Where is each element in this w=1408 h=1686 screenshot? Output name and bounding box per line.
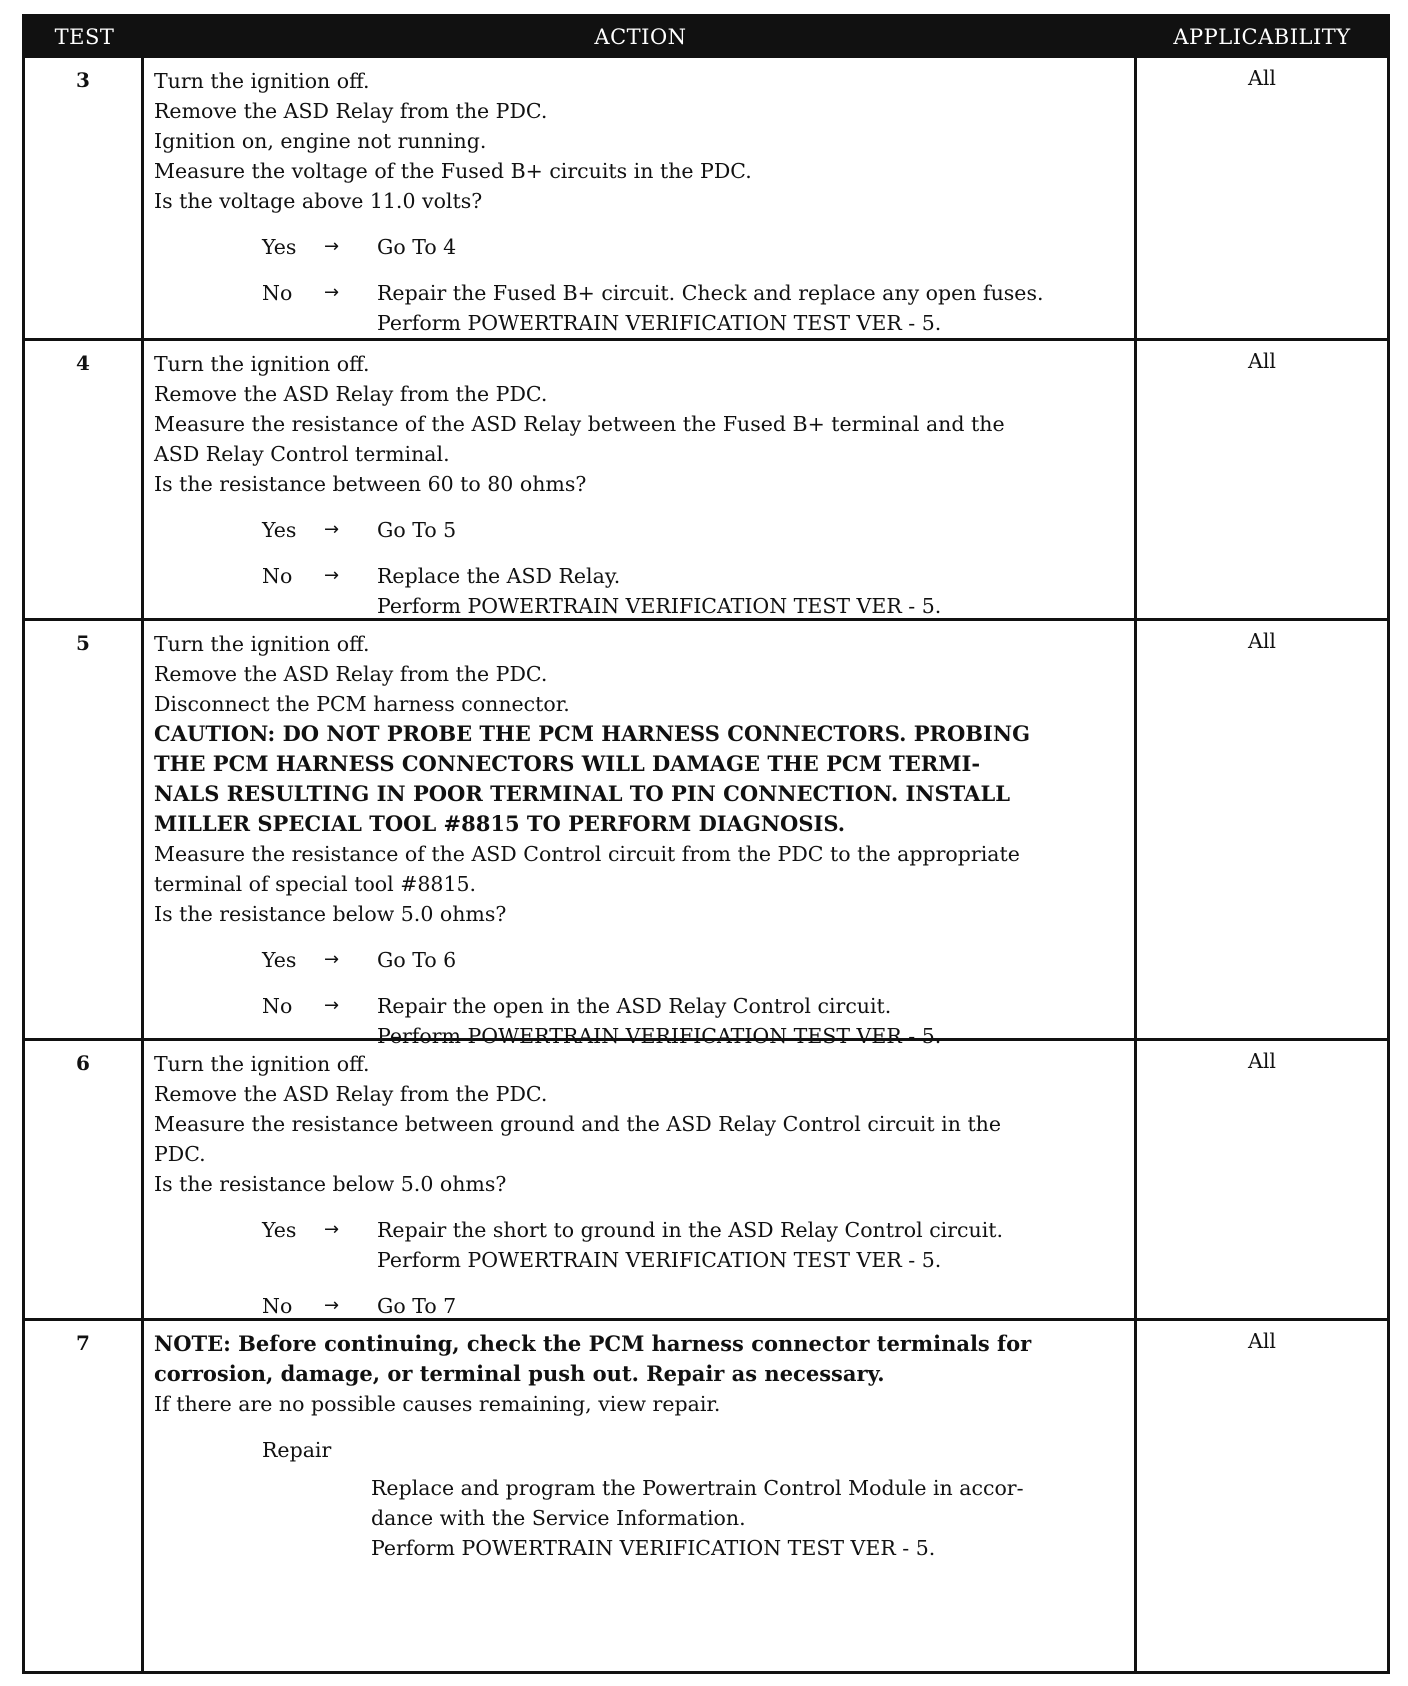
yes-text-line: Perform POWERTRAIN VERIFICATION TEST VER - 5.: [377, 1248, 942, 1272]
repair-label: Repair: [262, 1438, 332, 1462]
action-line: Turn the ignition off.: [154, 69, 370, 93]
no-text-line: Replace the ASD Relay.: [377, 564, 621, 588]
action-line: Remove the ASD Relay from the PDC.: [154, 662, 548, 686]
note-line: NOTE: Before continuing, check the PCM harness connector terminals for: [154, 1331, 1032, 1356]
test-number: 4: [25, 341, 144, 618]
action-cell: [144, 621, 1137, 1048]
action-line: Ignition on, engine not running.: [154, 129, 487, 153]
repair-line: Replace and program the Powertrain Control Module in accor-: [371, 1476, 1024, 1500]
table-row: [25, 338, 1387, 618]
no-text-line: Perform POWERTRAIN VERIFICATION TEST VER - 5.: [377, 594, 942, 618]
yes-text: Go To 6: [377, 948, 457, 972]
no-text-line: Perform POWERTRAIN VERIFICATION TEST VER - 5.: [377, 1024, 942, 1048]
header-test: TEST: [54, 25, 115, 49]
no-text-line: Perform POWERTRAIN VERIFICATION TEST VER - 5.: [377, 311, 942, 335]
no-label: No: [262, 994, 293, 1018]
no-text-line: Repair the open in the ASD Relay Control circuit.: [377, 994, 892, 1018]
table-row: [25, 1038, 1387, 1318]
test-number: 5: [25, 621, 144, 1038]
action-line: Remove the ASD Relay from the PDC.: [154, 1082, 548, 1106]
header-action: ACTION: [594, 25, 687, 49]
arrow-right-icon: →: [324, 995, 340, 1016]
note-line: corrosion, damage, or terminal push out. Repair as necessary.: [154, 1361, 885, 1386]
action-line: Measure the resistance of the ASD Control circuit from the PDC to the appropriate: [154, 842, 1020, 866]
arrow-right-icon: →: [324, 236, 340, 257]
no-text: [377, 561, 941, 621]
action-line: Turn the ignition off.: [154, 1052, 370, 1076]
yes-label: Yes: [262, 518, 297, 542]
arrow-right-icon: →: [324, 519, 340, 540]
caution-line: NALS RESULTING IN POOR TERMINAL TO PIN CONNECTION. INSTALL: [154, 781, 1010, 806]
no-answer: [154, 561, 1126, 621]
arrow-right-icon: →: [324, 949, 340, 970]
action-cell: [144, 58, 1137, 338]
yes-text: Go To 4: [377, 235, 457, 259]
action-cell: [144, 1041, 1137, 1318]
arrow-right-icon: →: [324, 282, 340, 303]
applicability-cell: All: [1248, 1329, 1276, 1353]
action-line: Is the voltage above 11.0 volts?: [154, 189, 483, 213]
action-line: Is the resistance between 60 to 80 ohms?: [154, 472, 587, 496]
action-line: Is the resistance below 5.0 ohms?: [154, 1172, 507, 1196]
yes-label: Yes: [262, 948, 297, 972]
arrow-right-icon: →: [324, 565, 340, 586]
no-answer: [154, 1291, 1126, 1321]
yes-text-line: Repair the short to ground in the ASD Relay Control circuit.: [377, 1218, 1004, 1242]
caution-line: CAUTION: DO NOT PROBE THE PCM HARNESS CONNECTORS. PROBING: [154, 721, 1031, 746]
action-line: Measure the voltage of the Fused B+ circuits in the PDC.: [154, 159, 752, 183]
action-line: Is the resistance below 5.0 ohms?: [154, 902, 507, 926]
table-row: [25, 1318, 1387, 1671]
test-number: 7: [25, 1321, 144, 1671]
caution-line: THE PCM HARNESS CONNECTORS WILL DAMAGE THE PCM TERMI-: [154, 751, 981, 776]
applicability-cell: All: [1248, 629, 1276, 653]
repair-body: [371, 1473, 1126, 1563]
action-line: Remove the ASD Relay from the PDC.: [154, 99, 548, 123]
yes-answer: [154, 1215, 1126, 1275]
yes-answer: [154, 945, 1126, 975]
test-number: 6: [25, 1041, 144, 1318]
no-label: No: [262, 564, 293, 588]
no-text: Go To 7: [377, 1294, 457, 1318]
action-line: Turn the ignition off.: [154, 632, 370, 656]
header-applicability: APPLICABILITY: [1173, 25, 1351, 49]
test-number: 3: [25, 58, 144, 338]
applicability-cell: All: [1248, 1049, 1276, 1073]
applicability-cell: All: [1248, 66, 1276, 90]
yes-answer: [154, 232, 1126, 262]
applicability-cell: All: [1248, 349, 1276, 373]
action-line: Turn the ignition off.: [154, 352, 370, 376]
yes-label: Yes: [262, 235, 297, 259]
yes-label: Yes: [262, 1218, 297, 1242]
no-text: [377, 278, 1043, 338]
no-answer: [154, 278, 1126, 338]
action-cell: [144, 1321, 1137, 1671]
arrow-right-icon: →: [324, 1295, 340, 1316]
action-cell: [144, 341, 1137, 618]
caution-line: MILLER SPECIAL TOOL #8815 TO PERFORM DIAGNOSIS.: [154, 811, 846, 836]
repair-line: Perform POWERTRAIN VERIFICATION TEST VER - 5.: [371, 1536, 936, 1560]
no-label: No: [262, 281, 293, 305]
arrow-right-icon: →: [324, 1219, 340, 1240]
action-line: terminal of special tool #8815.: [154, 872, 477, 896]
yes-answer: [154, 515, 1126, 545]
table-row: [25, 618, 1387, 1048]
yes-text: Go To 5: [377, 518, 457, 542]
action-line: Disconnect the PCM harness connector.: [154, 692, 570, 716]
yes-text: [377, 1215, 1003, 1275]
action-line: PDC.: [154, 1142, 206, 1166]
action-line: Remove the ASD Relay from the PDC.: [154, 382, 548, 406]
table-row: [25, 58, 1387, 338]
repair-line: dance with the Service Information.: [371, 1506, 746, 1530]
diagnostic-table: [22, 14, 1390, 1674]
no-label: No: [262, 1294, 293, 1318]
action-line: Measure the resistance between ground and the ASD Relay Control circuit in the: [154, 1112, 1002, 1136]
no-text-line: Repair the Fused B+ circuit. Check and replace any open fuses.: [377, 281, 1044, 305]
action-line: Measure the resistance of the ASD Relay between the Fused B+ terminal and the: [154, 412, 1005, 436]
action-line: ASD Relay Control terminal.: [154, 442, 450, 466]
action-line: If there are no possible causes remaining, view repair.: [154, 1392, 721, 1416]
table-header: [25, 17, 1387, 58]
